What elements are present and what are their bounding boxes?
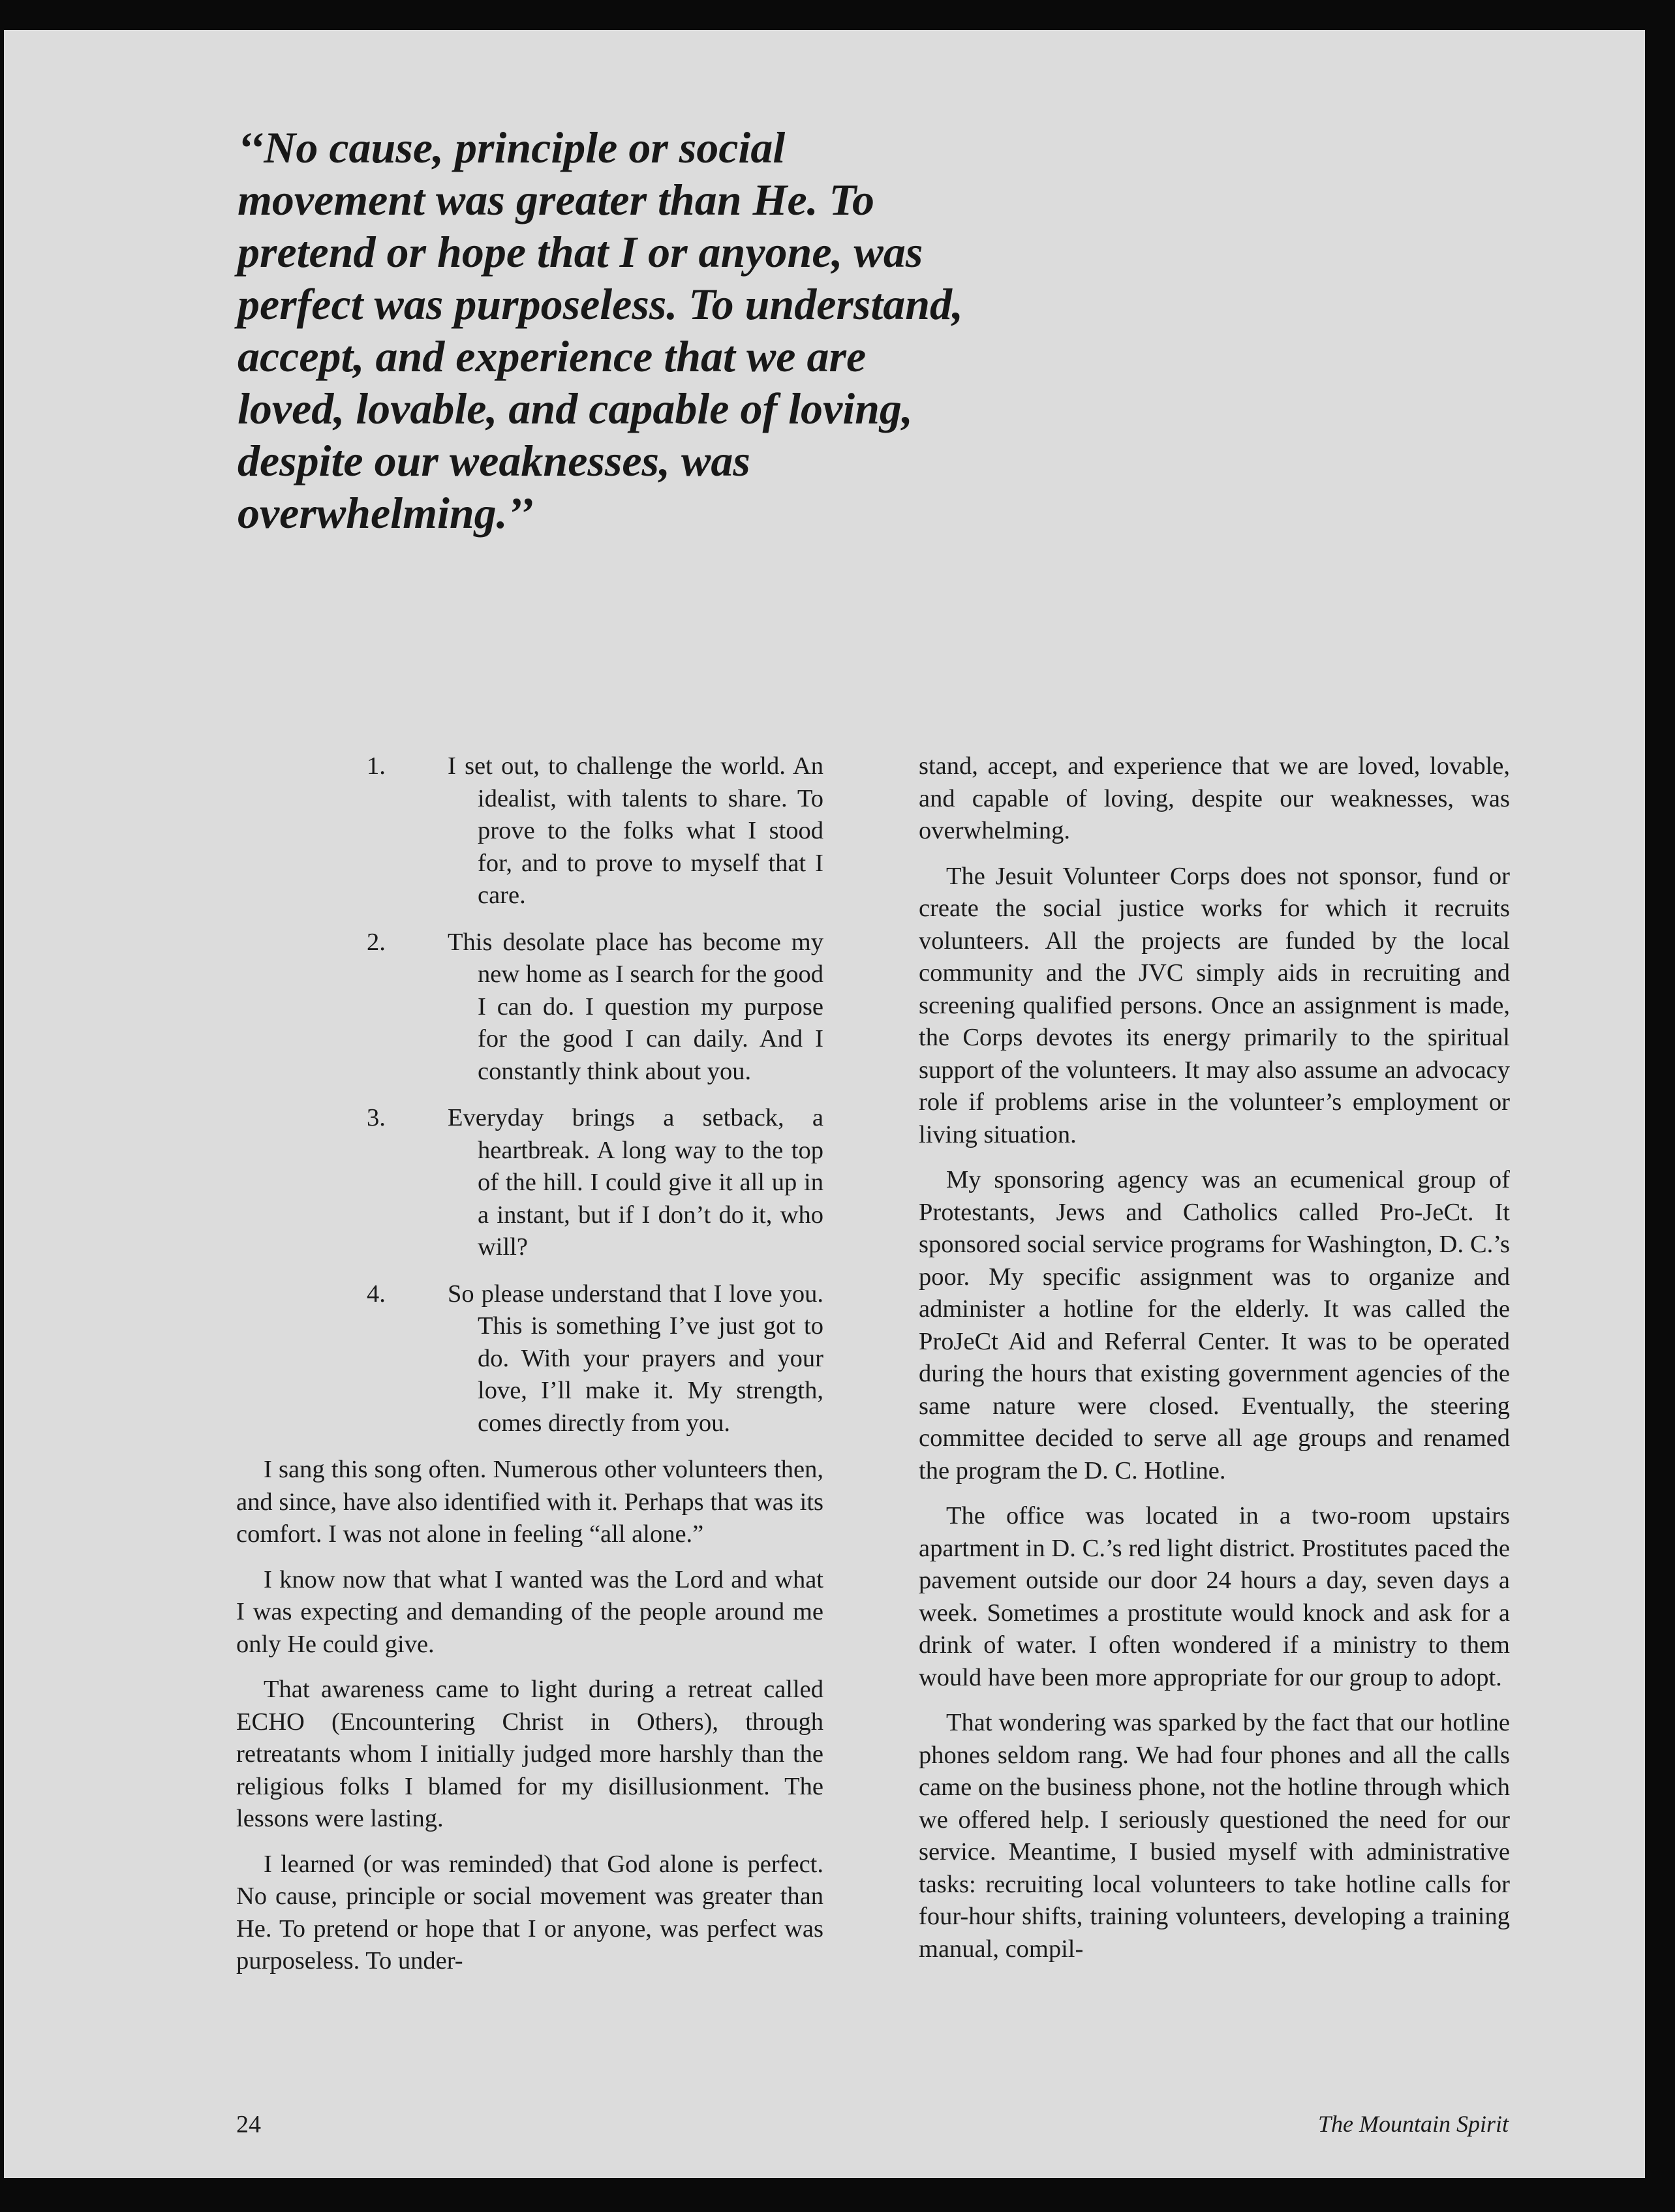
verse-number: 3. [367,1104,386,1131]
verse-number: 4. [367,1280,386,1308]
body-paragraph: That wondering was sparked by the fact that our hotline phones seldom rang. We had four phones and all the calls came on the business phone, not the hotline through which we offered help. I seriously questioned the need for our service. Meantime, I busied myself with administrative tasks: recruiting local volunteers to take hotline calls for four-hour shifts, training volunteers, developing a training manual, compil- [919,1709,1510,1963]
verse-number: 1. [367,752,386,780]
pull-quote-line: overwhelming.’’ [238,488,534,538]
body-paragraph: I know now that what I wanted was the Lord and what I was expecting and demanding of the people around me only He could give. [236,1565,823,1658]
right-column [919,750,1510,1978]
verse-text: Everyday brings a setback, a heartbreak. A long way to the top of the hill. I could give it all up in a instant, but if I don’t do it, who will? [448,1104,823,1261]
verse-text: This desolate place has become my new home as I search for the good I can do. I question my purpose for the good I can daily. And I constantly think about you. [448,928,823,1085]
pull-quote-line: despite our weaknesses, was [238,436,750,485]
body-paragraph: I sang this song often. Numerous other volunteers then, and since, have also identified with it. Perhaps that was its comfort. I was not alone in feeling “all alone.” [236,1456,823,1548]
verse-number: 2. [367,928,386,956]
song-verse [236,750,823,912]
pull-quote-line: loved, lovable, and capable of loving, [238,384,913,433]
pull-quote-line: movement was greater than He. To [238,175,874,224]
pull-quote-line: accept, and experience that we are [238,331,867,381]
body-paragraph: The office was located in a two-room upstairs apartment in D. C.’s red light district. Prostitutes paced the pavement outside our door 24 hours a day, seven days a week. Sometimes a prostitute would knock and ask for a drink of water. I often wondered if a ministry to them would have been more appropriate for our group to adopt. [919,1502,1510,1691]
pull-quote-line: ‘‘No cause, principle or social [238,123,786,172]
pull-quote-line: perfect was purposeless. To understand, [238,279,964,329]
body-paragraph: The Jesuit Volunteer Corps does not sponsor, fund or create the social justice works for which it recruits volunteers. All the projects are funded by the local community and the JVC simply aids in recruiting and screening qualified persons. Once an assignment is made, the Corps devotes its energy primarily to the spiritual support of the volunteers. It may also assume an advocacy role if problems arise in the volunteer’s employment or living situation. [919,862,1510,1148]
left-column [236,750,823,1991]
magazine-page [4,30,1645,2178]
song-verse [236,1102,823,1264]
body-paragraph: stand, accept, and experience that we are loved, lovable, and capable of loving, despite our weaknesses, was overwhelming. [919,752,1510,844]
verse-text: I set out, to challenge the world. An idealist, with talents to share. To prove to the folks what I stood for, and to prove to myself that I care. [448,752,823,909]
song-verse [236,1278,823,1440]
body-paragraph: My sponsoring agency was an ecumenical group of Protestants, Jews and Catholics called Pro-JeCt. It sponsored social service programs for Washington, D. C.’s poor. My specific assignment was to organize and administer a hotline for the elderly. It was called the ProJeCt Aid and Referral Center. It was to be operated during the hours that existing government agencies of the same nature were closed. Eventually, the steering committee decided to serve all age groups and renamed the program the D. C. Hotline. [919,1166,1510,1484]
song-verse [236,927,823,1088]
body-paragraph: I learned (or was reminded) that God alone is perfect. No cause, principle or social movement was greater than He. To pretend or hope that I or anyone, was perfect was purposeless. To under- [236,1850,823,1974]
body-paragraph: That awareness came to light during a retreat called ECHO (Encountering Christ in Others), through retreatants whom I initially judged more harshly than the religious folks I blamed for my disillusionment. The lessons were lasting. [236,1676,823,1832]
pull-quote-line: pretend or hope that I or anyone, was [238,227,923,277]
pull-quote [238,121,1099,539]
page-number: 24 [236,2111,261,2138]
verse-text: So please understand that I love you. This is something I’ve just got to do. With your prayers and your love, I’ll make it. My strength, comes directly from you. [448,1280,823,1437]
magazine-title: The Mountain Spirit [1317,2111,1509,2137]
